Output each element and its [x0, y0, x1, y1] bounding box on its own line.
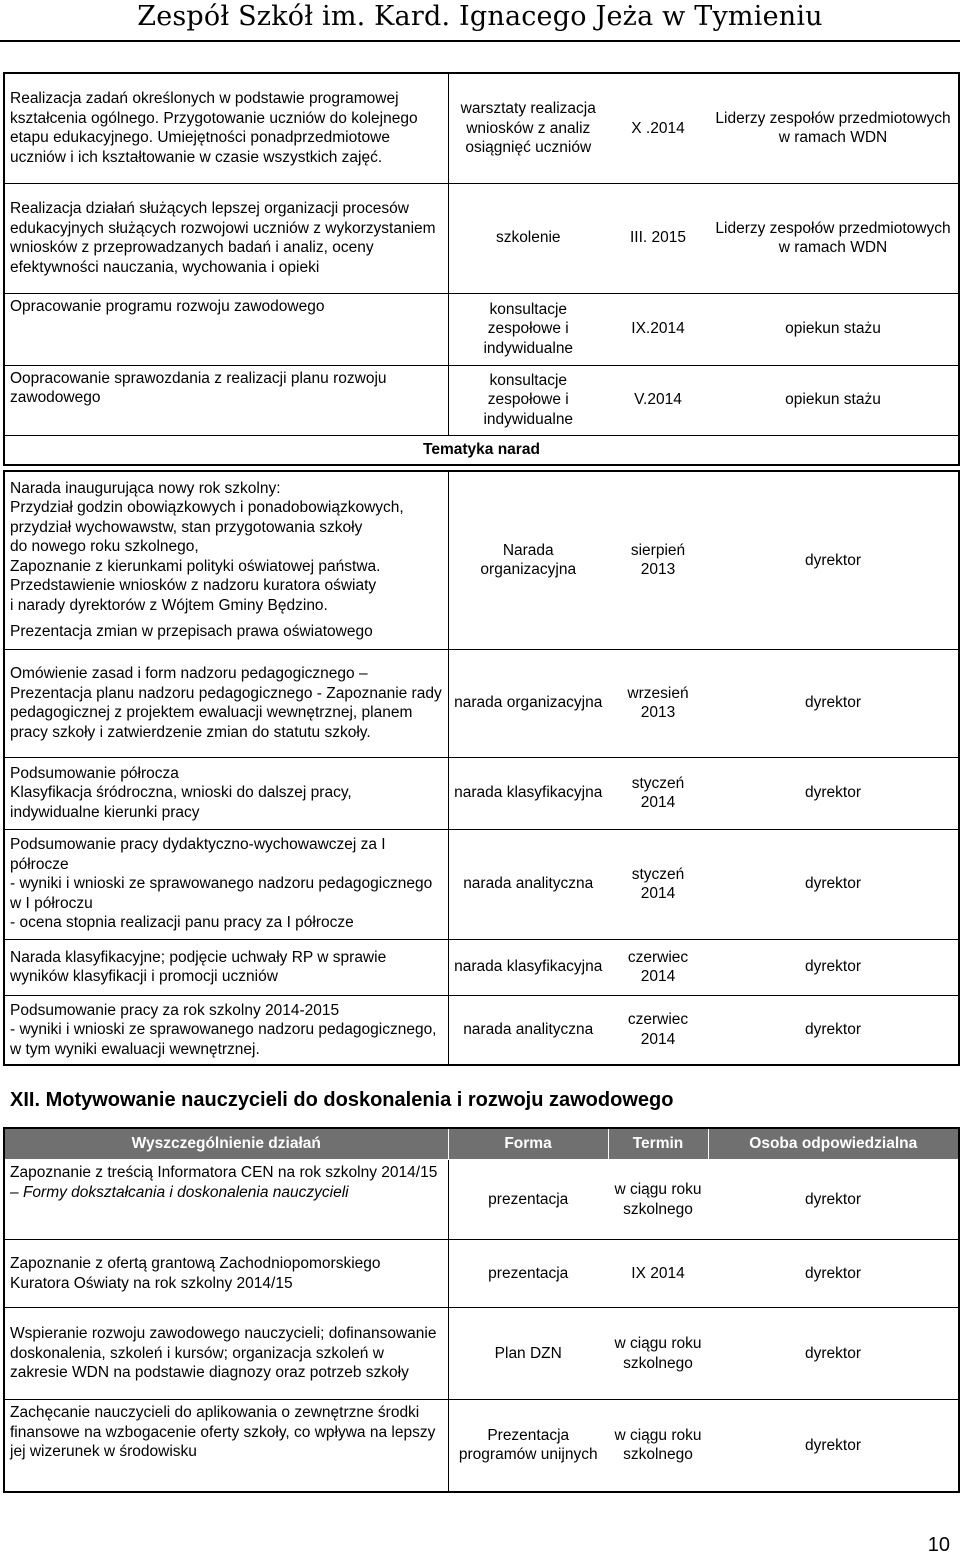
form-cell: prezentacja [448, 1160, 608, 1240]
table-row [4, 1308, 959, 1400]
table-row [4, 757, 959, 829]
term-cell: czerwiec 2014 [608, 995, 708, 1065]
action-line: Narada inaugurująca nowy rok szkolny: [10, 479, 281, 497]
person-cell: dyrektor [708, 1160, 959, 1240]
action-line: przydział wychowawstw, stan przygotowania szkoły [10, 518, 363, 536]
action-line: Zapoznanie z kierunkami polityki oświatowej państwa. [10, 557, 381, 575]
person-cell: Liderzy zespołów przedmiotowych w ramach WDN [708, 73, 959, 183]
table-row [4, 73, 959, 183]
action-cell: Opracowanie programu rozwoju zawodowego [4, 293, 448, 365]
term-cell: IX.2014 [608, 293, 708, 365]
action-line: Omówienie zasad i form nadzoru pedagogicznego – [10, 665, 368, 682]
form-cell: Plan DZN [448, 1308, 608, 1400]
person-cell: dyrektor [708, 757, 959, 829]
column-header: Osoba odpowiedzialna [708, 1128, 959, 1160]
term-cell: w ciągu roku szkolnego [608, 1400, 708, 1492]
form-cell: narada klasyfikacyjna [448, 939, 608, 995]
form-cell: Prezentacja programów unijnych [448, 1400, 608, 1492]
column-header: Termin [608, 1128, 708, 1160]
table-row [4, 365, 959, 435]
person-cell: dyrektor [708, 471, 959, 649]
term-cell: styczeń 2014 [608, 829, 708, 939]
person-cell: opiekun stażu [708, 365, 959, 435]
action-cell [4, 939, 448, 995]
person-cell: dyrektor [708, 939, 959, 995]
term-cell: V.2014 [608, 365, 708, 435]
person-cell: dyrektor [708, 829, 959, 939]
action-line: Podsumowanie półrocza [10, 764, 179, 782]
form-cell: narada klasyfikacyjna [448, 757, 608, 829]
page-number: 10 [927, 1534, 950, 1556]
header-divider [0, 40, 960, 42]
term-cell: sierpień 2013 [608, 471, 708, 649]
table-row [4, 293, 959, 365]
page-header-title: Zespół Szkół im. Kard. Ignacego Jeża w Tymieniu [137, 1, 823, 32]
action-line: Podsumowanie pracy za rok szkolny 2014-2015 [10, 1001, 340, 1019]
person-cell: opiekun stażu [708, 293, 959, 365]
action-cell: Wspieranie rozwoju zawodowego nauczycieli; dofinansowanie doskonalenia, szkoleń i kursów; organizacja szkoleń w zakresie WDN na podstawie diagnozy oraz potrzeb szkoły [4, 1308, 448, 1400]
action-cell [4, 995, 448, 1065]
term-cell: w ciągu roku szkolnego [608, 1308, 708, 1400]
action-line: - wyniki i wnioski ze sprawowanego nadzoru pedagogicznego w I półroczu [10, 875, 433, 912]
term-cell: wrzesień 2013 [608, 649, 708, 757]
action-line: Przydział godzin obowiązkowych i ponadobowiązkowych, [10, 499, 404, 517]
form-cell: szkolenie [448, 183, 608, 293]
form-cell: Narada organizacyjna [448, 471, 608, 649]
term-cell: w ciągu roku szkolnego [608, 1160, 708, 1240]
form-cell: narada analityczna [448, 829, 608, 939]
term-cell: IX 2014 [608, 1240, 708, 1308]
table-row [4, 939, 959, 995]
activities-table [3, 72, 960, 466]
motivation-table [3, 1127, 960, 1493]
caption-row [4, 435, 959, 465]
action-cell: Oopracowanie sprawozdania z realizacji planu rozwoju zawodowego [4, 365, 448, 435]
action-line: i narady dyrektorów z Wójtem Gminy Będzino. [10, 596, 328, 614]
action-cell [4, 471, 448, 649]
action-line: - wyniki i wnioski ze sprawowanego nadzoru pedagogicznego, w tym wyniki ewaluacji wewnętrznej. [10, 1021, 437, 1058]
form-cell: warsztaty realizacja wniosków z analiz osiągnięć uczniów [448, 73, 608, 183]
meetings-table [3, 470, 960, 1066]
action-line: Narada klasyfikacyjne; podjęcie uchwały RP w sprawie wyników klasyfikacji i promocji uczniów [10, 948, 387, 985]
section-heading: XII. Motywowanie nauczycieli do doskonalenia i rozwoju zawodowego [10, 1089, 674, 1111]
action-line: - ocena stopnia realizacji panu pracy za I półrocze [10, 914, 354, 932]
action-italic-text: Formy dokształcania i doskonalenia nauczycieli [22, 1183, 349, 1201]
person-cell: dyrektor [708, 995, 959, 1065]
table-row [4, 649, 959, 757]
action-cell [4, 829, 448, 939]
action-cell [4, 649, 448, 757]
term-cell: czerwiec 2014 [608, 939, 708, 995]
term-cell: III. 2015 [608, 183, 708, 293]
action-line: Prezentacja planu nadzoru pedagogicznego - Zapoznanie rady pedagogicznej z projektem ewaluacji wewnętrznej, planem pracy szkoły i zatwierdzenie zmian do statutu szkoły. [10, 684, 442, 741]
person-cell: dyrektor [708, 649, 959, 757]
term-cell: styczeń 2014 [608, 757, 708, 829]
action-text: Zapoznanie z treścią Informatora CEN na rok szkolny 2014/15 [10, 1164, 438, 1181]
form-cell: prezentacja [448, 1240, 608, 1308]
table-row [4, 1160, 959, 1240]
meetings-topics-caption: Tematyka narad [4, 435, 959, 465]
table-row [4, 1240, 959, 1308]
action-line: Przedstawienie wniosków z nadzoru kuratora oświaty [10, 577, 377, 595]
person-cell: dyrektor [708, 1308, 959, 1400]
table-row [4, 1400, 959, 1492]
person-cell: dyrektor [708, 1400, 959, 1492]
action-line: Klasyfikacja śródroczna, wnioski do dalszej pracy, indywidualne kierunki pracy [10, 784, 352, 821]
action-cell: Zapoznanie z ofertą grantową Zachodniopomorskiego Kuratora Oświaty na rok szkolny 2014/15 [4, 1240, 448, 1308]
table-row [4, 829, 959, 939]
action-line: do nowego roku szkolnego, [10, 538, 199, 556]
action-line: Podsumowanie pracy dydaktyczno-wychowawczej za I półrocze [10, 836, 386, 873]
column-header: Forma [448, 1128, 608, 1160]
table-row [4, 995, 959, 1065]
action-cell: Realizacja działań służących lepszej organizacji procesów edukacyjnych służących rozwojowi uczniów z wykorzystaniem wniosków z przeprowadzanych badań i analiz, oceny efektywności nauczania, wychowania i opieki [4, 183, 448, 293]
action-line: Prezentacja zmian w przepisach prawa oświatowego [10, 623, 373, 641]
action-cell: Zapoznanie z treścią Informatora CEN na rok szkolny 2014/15 – Formy dokształcania i doskonalenia nauczycieli [4, 1160, 448, 1240]
action-cell [4, 757, 448, 829]
person-cell: Liderzy zespołów przedmiotowych w ramach WDN [708, 183, 959, 293]
term-cell: X .2014 [608, 73, 708, 183]
action-cell: Zachęcanie nauczycieli do aplikowania o zewnętrzne środki finansowe na wzbogacenie oferty szkoły, co wpływa na lepszy jej wizerunek w środowisku [4, 1400, 448, 1492]
header-row [4, 1128, 959, 1160]
table-row [4, 471, 959, 649]
table-row [4, 183, 959, 293]
form-cell: narada organizacyjna [448, 649, 608, 757]
form-cell: konsultacje zespołowe i indywidualne [448, 365, 608, 435]
form-cell: konsultacje zespołowe i indywidualne [448, 293, 608, 365]
person-cell: dyrektor [708, 1240, 959, 1308]
form-cell: narada analityczna [448, 995, 608, 1065]
column-header: Wyszczególnienie działań [4, 1128, 448, 1160]
action-cell: Realizacja zadań określonych w podstawie programowej kształcenia ogólnego. Przygotowanie uczniów do kolejnego etapu edukacyjnego. Umiejętności ponadprzedmiotowe uczniów i ich kształtowanie w czasie wszystkich zajęć. [4, 73, 448, 183]
